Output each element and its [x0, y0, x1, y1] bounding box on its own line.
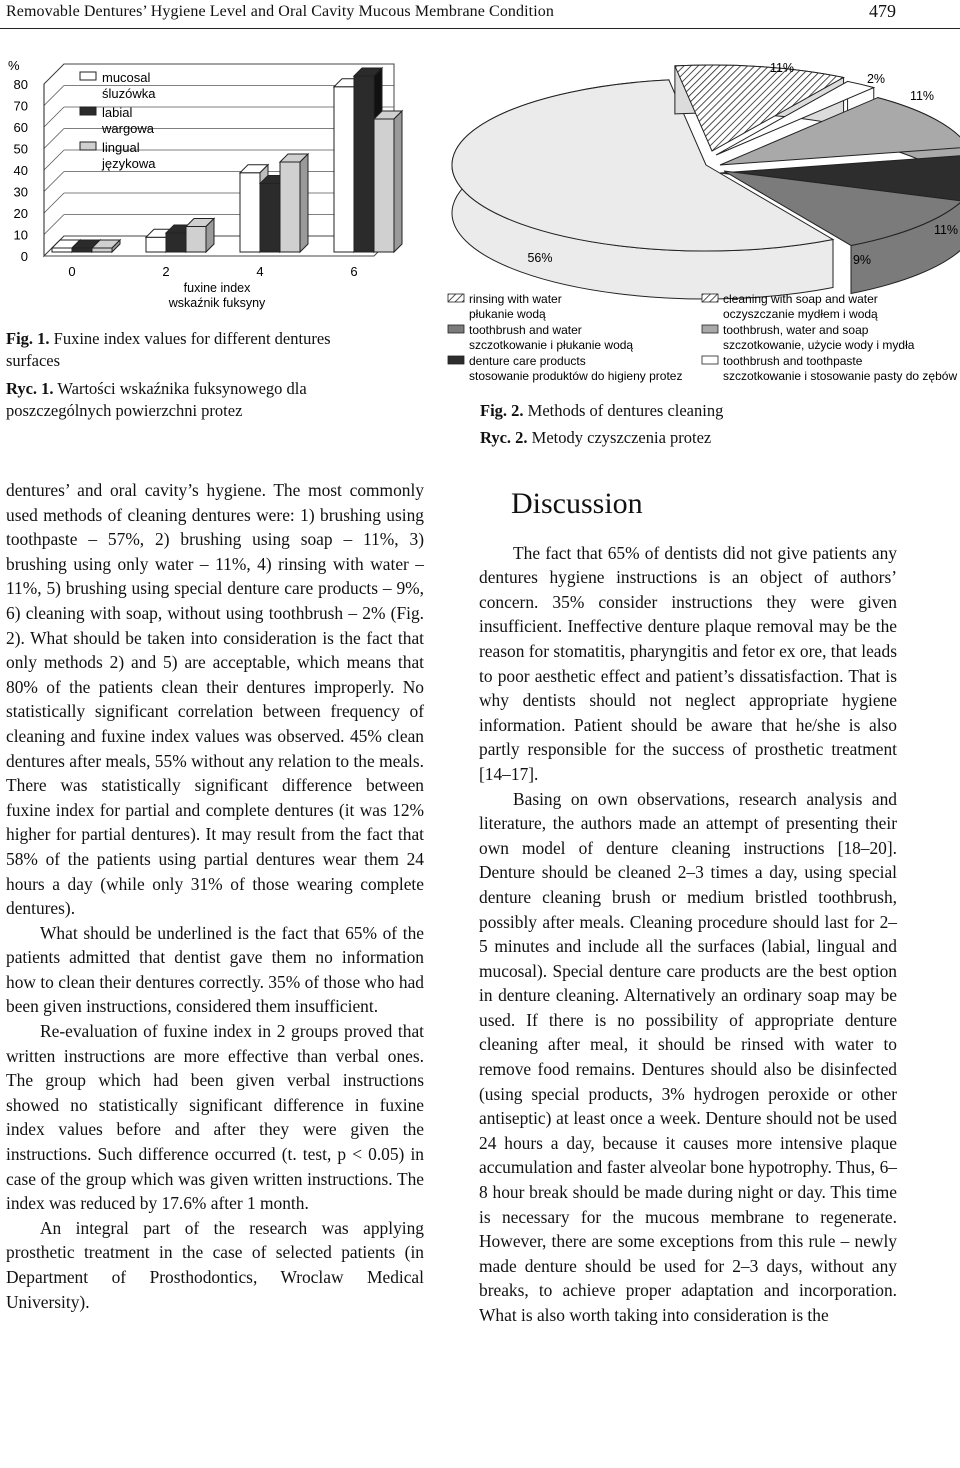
paragraph: What should be underlined is the fact that 65% of the patients admitted that dentist gave them no information how to clean their dentures correctly. 35% of those who had been given instructions, considered them insufficient.: [6, 922, 424, 1017]
legend-label: denture care products: [469, 354, 586, 368]
section-heading: Discussion: [511, 487, 643, 520]
pie-value-label: 56%: [527, 251, 553, 265]
legend-label: lingual: [102, 140, 140, 155]
bar: [72, 248, 92, 252]
bar: [334, 87, 354, 252]
pie-value-label: 2%: [866, 72, 886, 86]
paragraph: dentures’ and oral cavity’s hygiene. The most commonly used methods of cleaning dentures were: 1) brushing using toothpaste – 57%, 2) brushing using soap – 11%, 3) brushing using only water – 11%, 4) rinsing with water – 11%, 5) brushing using special denture care products – 9%, 6) cleaning with soap, without using toothbrush – 2% (Fig. 2). What should be taken into consideration is the fact that only methods 2) and 5) are acceptable, which means that 80% of the patients clean their dentures improperly. No statistically significant correlation between frequency of cleaning and fuxine index values was observed. 45% clean dentures after meals, 55% without any relation to the meals. There was statistically significant difference between fuxine index for partial and complete dentures (it was 12% higher for partial dentures). It may result from the fact that 58% of the patients using partial dentures wear them 24 hours a day (while only 31% of those wearing complete dentures).: [6, 480, 424, 919]
legend-swatch: [80, 142, 96, 150]
paragraph: Basing on own observations, research analysis and literature, the authors made an attempt of presenting their own model of denture cleaning instructions [18–20]. Denture should be cleaned 2–3 times a day, using special denture cleaning brush or medium bristled toothbrush, possibly after meals. Cleaning procedure should last for 2–5 minutes and include all the surfaces (labial, lingual and mucosal). Special denture care products are the best option in denture cleaning. Alternatively an ordinary soap may be used. If there is no possibility of appropriate denture cleaning after meal, it should be rinsed with water to remove food remains. Dentures should also be disinfected (using special products, 3% hydrogen peroxide or other antiseptic) at least once a week. Denture should not be used 24 hours a day, because it causes more intensive plaque accumulation and faster alveolar bone hypotrophy. Thus, 6–8 hour break should be made during night or day. This time is necessary for the mucous membrane to regenerate. However, there are some exceptions from this rule – newly made denture should be used for 2–3 days, without any breaks, to achieve proper adaptation and incorporation. What is also worth taking into consideration is the: [479, 788, 897, 1325]
x-tick-label: 4: [256, 264, 264, 279]
x-axis-label-pl: wskaźnik fuksyny: [168, 296, 266, 310]
page-number: 479: [869, 1, 896, 21]
gridline: [44, 107, 64, 127]
bar: [240, 173, 260, 252]
legend-label: mucosal: [102, 70, 151, 85]
paragraph: An integral part of the research was applying prosthetic treatment in the case of selected patients (in Department of Prosthodontics, Wroclaw Medical University).: [6, 1217, 424, 1312]
x-ticks: [68, 264, 357, 279]
pie-chart: [448, 61, 960, 383]
gridline: [44, 150, 64, 170]
y-tick-label: 10: [13, 227, 28, 243]
figure-1-caption-text: Fuxine index values for different dentures surfaces: [6, 329, 331, 370]
figure-2-label-pl: Ryc. 2.: [480, 428, 528, 447]
legend-label: oczyszczanie mydłem i wodą: [723, 307, 878, 321]
legend-label: śluzówka: [102, 86, 156, 101]
figure-1-label: Fig. 1.: [6, 329, 50, 348]
y-tick-label: 60: [13, 120, 28, 135]
gridline: [44, 86, 64, 106]
legend-label: językowa: [102, 156, 156, 171]
pie-value-label: 11%: [933, 223, 959, 237]
y-tick-label: 30: [13, 184, 28, 200]
figures-area: [0, 28, 960, 470]
gridline: [44, 129, 64, 149]
gridline: [44, 193, 64, 213]
pie-value-label: 11%: [769, 61, 795, 75]
pie-chart-legend: [448, 292, 957, 383]
bar-chart: [8, 58, 402, 310]
x-axis-label-en: fuxine index: [183, 281, 251, 295]
y-ticks: [14, 77, 28, 264]
legend-label: wargowa: [102, 121, 155, 136]
gridline: [44, 172, 64, 192]
legend-label: płukanie wodą: [469, 307, 546, 321]
legend-swatch: [448, 294, 464, 302]
legend-label: szczotkowanie, użycie wody i mydła: [723, 338, 915, 352]
y-tick-label: 80: [13, 77, 28, 92]
bar: [280, 162, 300, 252]
bar: [260, 184, 280, 253]
running-header: [0, 0, 960, 29]
right-column: [479, 478, 897, 1328]
legend-swatch: [80, 72, 96, 80]
legend-label: cleaning with soap and water: [723, 292, 878, 306]
bar: [374, 119, 394, 252]
bar: [166, 233, 186, 252]
legend-label: toothbrush and toothpaste: [723, 354, 863, 368]
bar-side: [300, 154, 308, 252]
bar: [354, 76, 374, 252]
y-tick-label: 50: [13, 141, 28, 157]
y-axis-label: %: [8, 58, 20, 73]
pie-value-label: 9%: [852, 253, 872, 267]
legend-label: toothbrush and water: [469, 323, 582, 337]
x-tick-label: 2: [162, 264, 170, 279]
pie-value-label: 11%: [909, 89, 935, 103]
y-tick-label: 70: [13, 98, 28, 114]
figure-2-label: Fig. 2.: [480, 401, 524, 420]
figure-2-caption-text: Methods of dentures cleaning: [527, 401, 724, 420]
figure-1-caption-text-pl: Wartości wskaźnika fuksynowego dla poszczególnych powierzchni protez: [6, 379, 307, 420]
figure-2-caption-text-pl: Metody czyszczenia protez: [531, 428, 712, 447]
y-tick-label: 0: [20, 249, 28, 264]
bar: [186, 227, 206, 253]
legend-swatch: [702, 325, 718, 333]
legend-label: stosowanie produktów do higieny protez: [469, 369, 683, 383]
running-title: Removable Dentures’ Hygiene Level and Oral Cavity Mucous Membrane Condition: [6, 3, 554, 20]
legend-label: szczotkowanie i stosowanie pasty do zębów: [723, 369, 958, 383]
legend-label: rinsing with water: [469, 292, 562, 306]
x-tick-label: 0: [68, 264, 76, 279]
figure-1-caption-en: [6, 328, 376, 372]
bar-side: [394, 111, 402, 252]
legend-label: szczotkowanie i płukanie wodą: [469, 338, 634, 352]
legend-swatch: [448, 356, 464, 364]
x-tick-label: 6: [350, 264, 358, 279]
bar: [92, 248, 112, 252]
y-tick-label: 40: [13, 163, 28, 178]
bar: [52, 248, 72, 252]
legend-label: labial: [102, 105, 133, 120]
bar: [146, 237, 166, 252]
legend-swatch: [702, 294, 718, 302]
legend-swatch: [80, 107, 96, 115]
figure-1-caption-pl: [6, 378, 376, 422]
gridline: [44, 215, 64, 235]
figure-1-label-pl: Ryc. 1.: [6, 379, 54, 398]
figure-2-caption-pl: [480, 427, 880, 449]
legend-swatch: [702, 356, 718, 364]
paragraph: Re-evaluation of fuxine index in 2 groups proved that written instructions are more effective than verbal ones. The group which had been given verbal instructions showed no statistically significant difference in fuxine index values before and after they were given the instructions. Such difference occurred (t. test, p < 0.05) in case of the group which was given written instructions. The index was reduced by 17.6% after 1 month.: [6, 1021, 424, 1214]
paragraph: The fact that 65% of dentists did not give patients any dentures hygiene instructions is an object of authors’ concern. 35% consider instructions they were given insufficient. Ineffective denture plaque removal may be the reason for stomatitis, pharyngitis and fetor ex ore, that leads to poor aesthetic effect and patient’s dissatisfaction. That is why dentists should not neglect appropriate hygiene information. Patient should be aware that he/she is also partly responsible for the success of prosthetic treatment [14–17].: [479, 542, 897, 784]
legend-swatch: [448, 325, 464, 333]
left-column: [6, 478, 424, 1314]
figure-2-caption-en: [480, 400, 880, 422]
legend-label: toothbrush, water and soap: [723, 323, 869, 337]
y-tick-label: 20: [13, 206, 28, 221]
